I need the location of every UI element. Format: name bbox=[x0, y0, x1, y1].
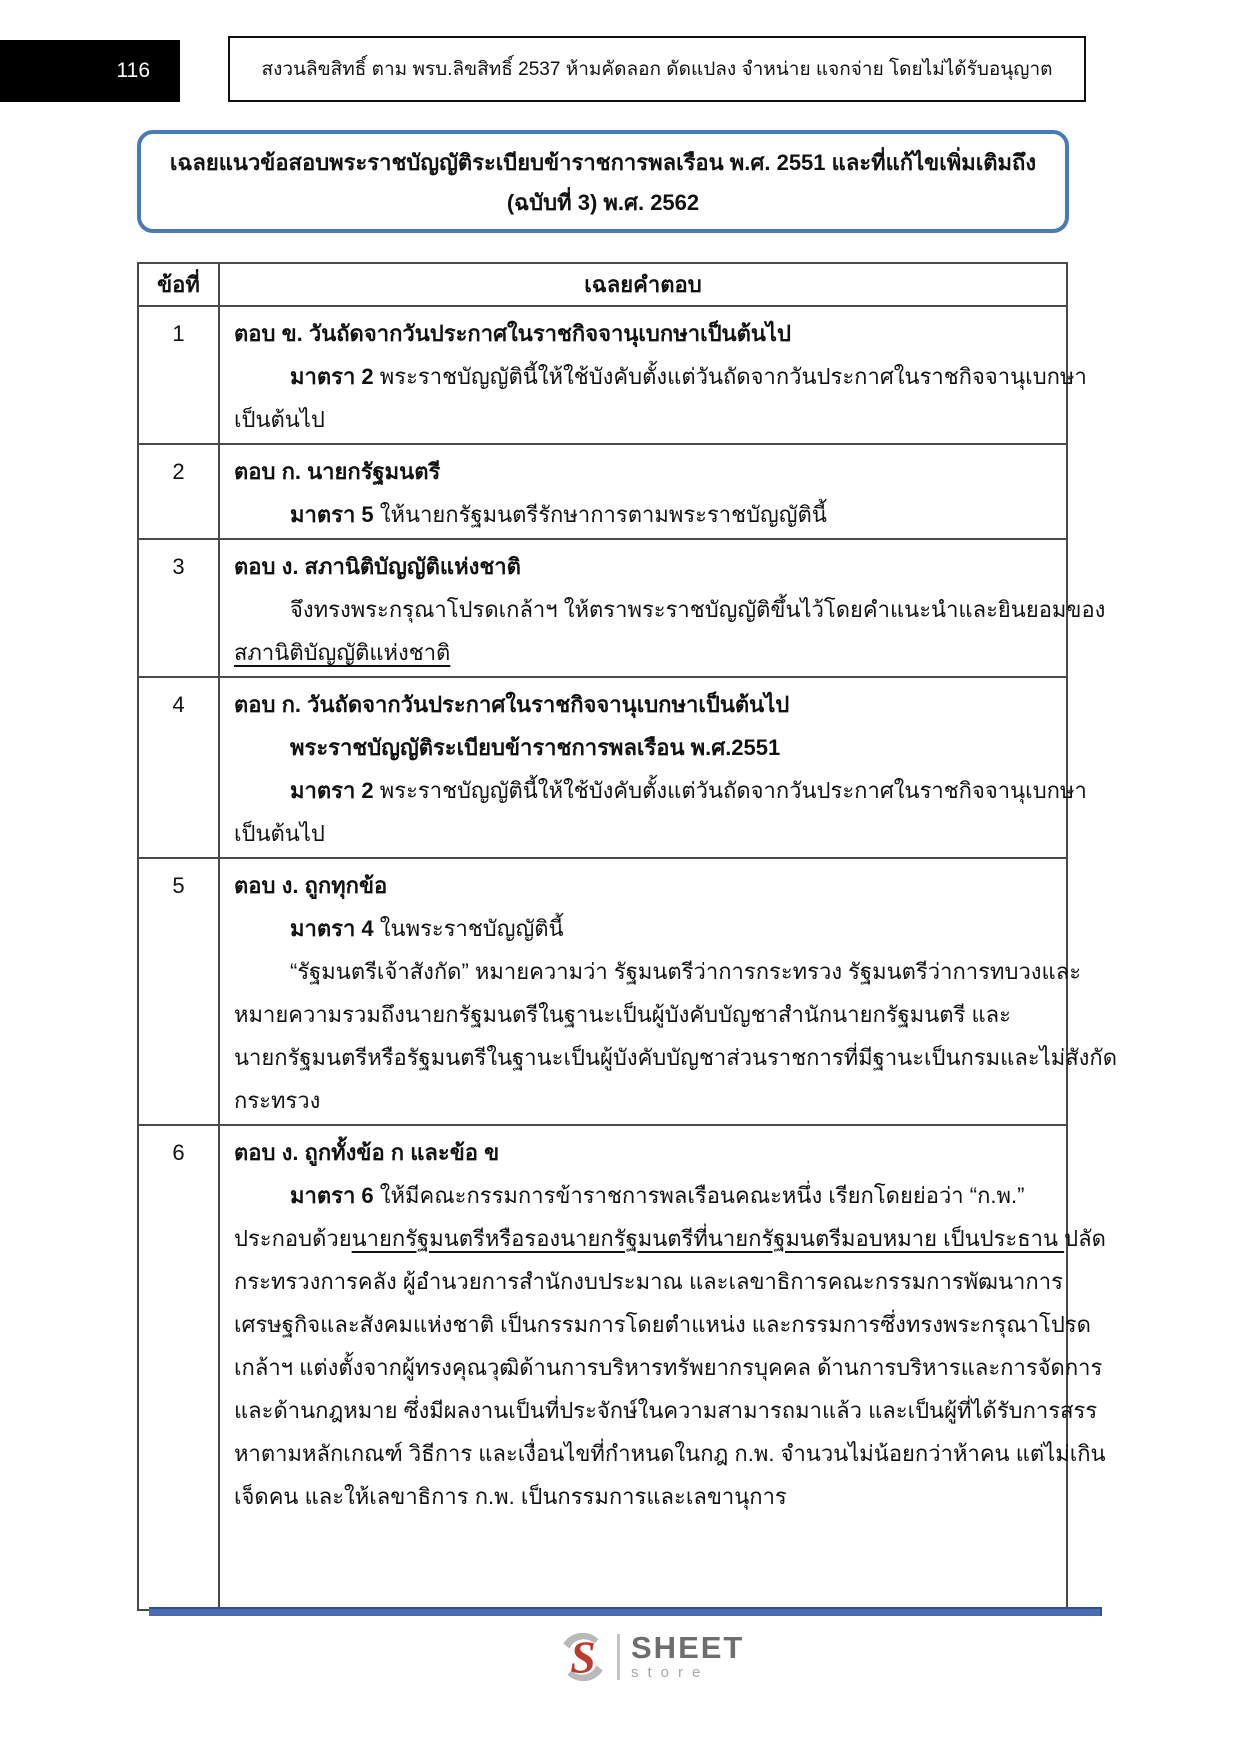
document-title-line2: (ฉบับที่ 3) พ.ศ. 2562 bbox=[506, 190, 700, 215]
copyright-box bbox=[228, 36, 1086, 102]
question-number: 2 bbox=[138, 444, 219, 539]
question-number: 1 bbox=[138, 306, 219, 444]
page-number-box bbox=[0, 40, 180, 102]
answer-key-table bbox=[137, 262, 1118, 1611]
text-segment: ประกอบด้วย bbox=[234, 1226, 352, 1251]
page-number: 116 bbox=[116, 59, 150, 82]
document-title-line1: เฉลยแนวข้อสอบพระราชบัญญัติระเบียบข้าราชการพลเรือน พ.ศ. 2551 และที่แก้ไขเพิ่มเติมถึง bbox=[169, 150, 1037, 175]
text-segment: “รัฐมนตรีเจ้าสังกัด” หมายความว่า รัฐมนตรีว่าการกระทรวง รัฐมนตรีว่าการทบวงและ bbox=[290, 959, 1082, 984]
question-number: 4 bbox=[138, 677, 219, 858]
text-segment: สภานิติบัญญัติแห่งชาติ bbox=[234, 640, 451, 665]
text-segment: เศรษฐกิจและสังคมแห่งชาติ เป็นกรรมการโดยตำแหน่ง และกรรมการซึ่งทรงพระกรุณาโปรด bbox=[234, 1312, 1091, 1337]
answer-line bbox=[234, 1079, 1054, 1122]
document-title-box bbox=[137, 130, 1069, 233]
answer-line bbox=[234, 864, 1054, 907]
text-segment: เจ็ดคน และให้เลขาธิการ ก.พ. เป็นกรรมการและเลขานุการ bbox=[234, 1484, 787, 1509]
logo-brand-text: SHEET bbox=[631, 1630, 745, 1665]
answer-cell bbox=[219, 539, 1106, 677]
question-number-header: ข้อที่ bbox=[138, 263, 219, 306]
text-segment: พระราชบัญญัติระเบียบข้าราชการพลเรือน พ.ศ.2551 bbox=[290, 735, 781, 760]
text-segment: ปลัด bbox=[1064, 1226, 1106, 1251]
answer-line bbox=[234, 1303, 1091, 1346]
svg-text:S: S bbox=[570, 1631, 596, 1683]
answer-line bbox=[234, 1432, 1106, 1475]
footer-divider bbox=[149, 1607, 1102, 1616]
answer-line bbox=[234, 631, 1054, 674]
text-segment: ตอบ ง. สภานิติบัญญัติแห่งชาติ bbox=[234, 554, 521, 579]
answer-line bbox=[234, 1389, 1098, 1432]
answer-cell bbox=[219, 1125, 1106, 1610]
answer-line bbox=[234, 993, 1054, 1036]
answer-line bbox=[234, 1346, 1103, 1389]
text-segment: เกล้าฯ แต่งตั้งจากผู้ทรงคุณวุฒิด้านการบริหารทรัพยากรบุคคล ด้านการบริหารและการจัดการ bbox=[234, 1355, 1103, 1380]
answer-header: เฉลยคำตอบ bbox=[219, 263, 1067, 306]
table-row bbox=[138, 858, 1067, 1125]
text-segment: ให้มีคณะกรรมการข้าราชการพลเรือนคณะหนึ่ง เรียกโดยย่อว่า “ก.พ.” bbox=[379, 1183, 1025, 1208]
text-segment: เป็นต้นไป bbox=[234, 407, 325, 432]
answer-line bbox=[234, 1131, 1054, 1174]
answer-line bbox=[234, 1174, 1054, 1217]
answer-line bbox=[234, 812, 1054, 855]
answer-line bbox=[234, 493, 1054, 536]
answer-line bbox=[234, 1036, 1118, 1079]
table-row bbox=[138, 1125, 1067, 1610]
logo-text bbox=[631, 1630, 745, 1681]
text-segment: ตอบ ง. ถูกทั้งข้อ ก และข้อ ข bbox=[234, 1140, 500, 1165]
answer-line bbox=[234, 398, 1054, 441]
text-segment: นายกรัฐมนตรีหรือรัฐมนตรีในฐานะเป็นผู้บังคับบัญชาส่วนราชการที่มีฐานะเป็นกรมและไม่สังกัด bbox=[234, 1045, 1118, 1070]
table-row bbox=[138, 306, 1067, 444]
answer-cell bbox=[219, 858, 1118, 1125]
table-row bbox=[138, 539, 1067, 677]
text-segment: มาตรา 2 bbox=[290, 778, 380, 803]
copyright-notice: สงวนลิขสิทธิ์ ตาม พรบ.ลิขสิทธิ์ 2537 ห้ามคัดลอก ดัดแปลง จำหน่าย แจกจ่าย โดยไม่ได้รับอนุญาต bbox=[261, 59, 1053, 80]
text-segment: มาตรา 2 bbox=[290, 364, 380, 389]
answer-line bbox=[234, 1475, 1054, 1518]
answer-line bbox=[234, 312, 1054, 355]
text-segment: ตอบ ง. ถูกทุกข้อ bbox=[234, 873, 388, 898]
text-segment: กระทรวง bbox=[234, 1088, 321, 1113]
answer-line bbox=[234, 769, 1087, 812]
answer-line bbox=[234, 950, 1082, 993]
text-segment: ตอบ ข. วันถัดจากวันประกาศในราชกิจจานุเบกษาเป็นต้นไป bbox=[234, 321, 791, 346]
text-segment: มาตรา 4 bbox=[290, 916, 380, 941]
text-segment: ในพระราชบัญญัตินี้ bbox=[379, 916, 564, 941]
text-segment: พระราชบัญญัตินี้ให้ใช้บังคับตั้งแต่วันถัดจากวันประกาศในราชกิจจานุเบกษา bbox=[379, 364, 1087, 389]
table-row bbox=[138, 677, 1067, 858]
answer-cell bbox=[219, 444, 1067, 539]
table-row bbox=[138, 444, 1067, 539]
text-segment: มาตรา 5 bbox=[290, 502, 380, 527]
text-segment: หมายความรวมถึงนายกรัฐมนตรีในฐานะเป็นผู้บังคับบัญชาสำนักนายกรัฐมนตรี และ bbox=[234, 1002, 1011, 1027]
answer-line bbox=[234, 355, 1087, 398]
answer-line bbox=[234, 545, 1054, 588]
text-segment: และด้านกฎหมาย ซึ่งมีผลงานเป็นที่ประจักษ์ในความสามารถมาแล้ว และเป็นผู้ที่ได้รับการสรร bbox=[234, 1398, 1098, 1423]
answer-table-body bbox=[138, 306, 1118, 1610]
sheet-store-logo bbox=[556, 1628, 744, 1686]
answer-cell bbox=[219, 306, 1087, 444]
question-number: 3 bbox=[138, 539, 219, 677]
answer-cell bbox=[219, 677, 1087, 858]
text-segment: ตอบ ก. นายกรัฐมนตรี bbox=[234, 459, 441, 484]
logo-divider bbox=[617, 1634, 620, 1680]
text-segment: นายกรัฐมนตรีหรือรองนายกรัฐมนตรีที่นายกรัฐมนตรีมอบหมาย เป็นประธาน bbox=[351, 1226, 1065, 1251]
question-number: 5 bbox=[138, 858, 219, 1125]
text-segment: ตอบ ก. วันถัดจากวันประกาศในราชกิจจานุเบกษาเป็นต้นไป bbox=[234, 692, 790, 717]
answer-line bbox=[234, 588, 1106, 631]
answer-line bbox=[234, 726, 1054, 769]
text-segment: ให้นายกรัฐมนตรีรักษาการตามพระราชบัญญัตินี้ bbox=[379, 502, 827, 527]
text-segment: กระทรวงการคลัง ผู้อำนวยการสำนักงบประมาณ และเลขาธิการคณะกรรมการพัฒนาการ bbox=[234, 1269, 1063, 1294]
text-segment: เป็นต้นไป bbox=[234, 821, 325, 846]
answer-line bbox=[234, 1217, 1106, 1260]
answer-line bbox=[234, 450, 1054, 493]
answer-line bbox=[234, 907, 1054, 950]
logo-s-icon bbox=[556, 1630, 610, 1684]
answer-line bbox=[234, 683, 1054, 726]
text-segment: จึงทรงพระกรุณาโปรดเกล้าฯ ให้ตราพระราชบัญญัติขึ้นไว้โดยคำแนะนำและยินยอมของ bbox=[290, 597, 1106, 622]
question-number: 6 bbox=[138, 1125, 219, 1610]
table-header-row bbox=[138, 263, 1067, 306]
text-segment: พระราชบัญญัตินี้ให้ใช้บังคับตั้งแต่วันถัดจากวันประกาศในราชกิจจานุเบกษา bbox=[379, 778, 1087, 803]
answer-line bbox=[234, 1260, 1063, 1303]
text-segment: หาตามหลักเกณฑ์ วิธีการ และเงื่อนไขที่กำหนดในกฎ ก.พ. จำนวนไม่น้อยกว่าห้าคน แต่ไม่เกิน bbox=[234, 1441, 1106, 1466]
logo-sub-text: store bbox=[631, 1664, 710, 1681]
text-segment: มาตรา 6 bbox=[290, 1183, 380, 1208]
